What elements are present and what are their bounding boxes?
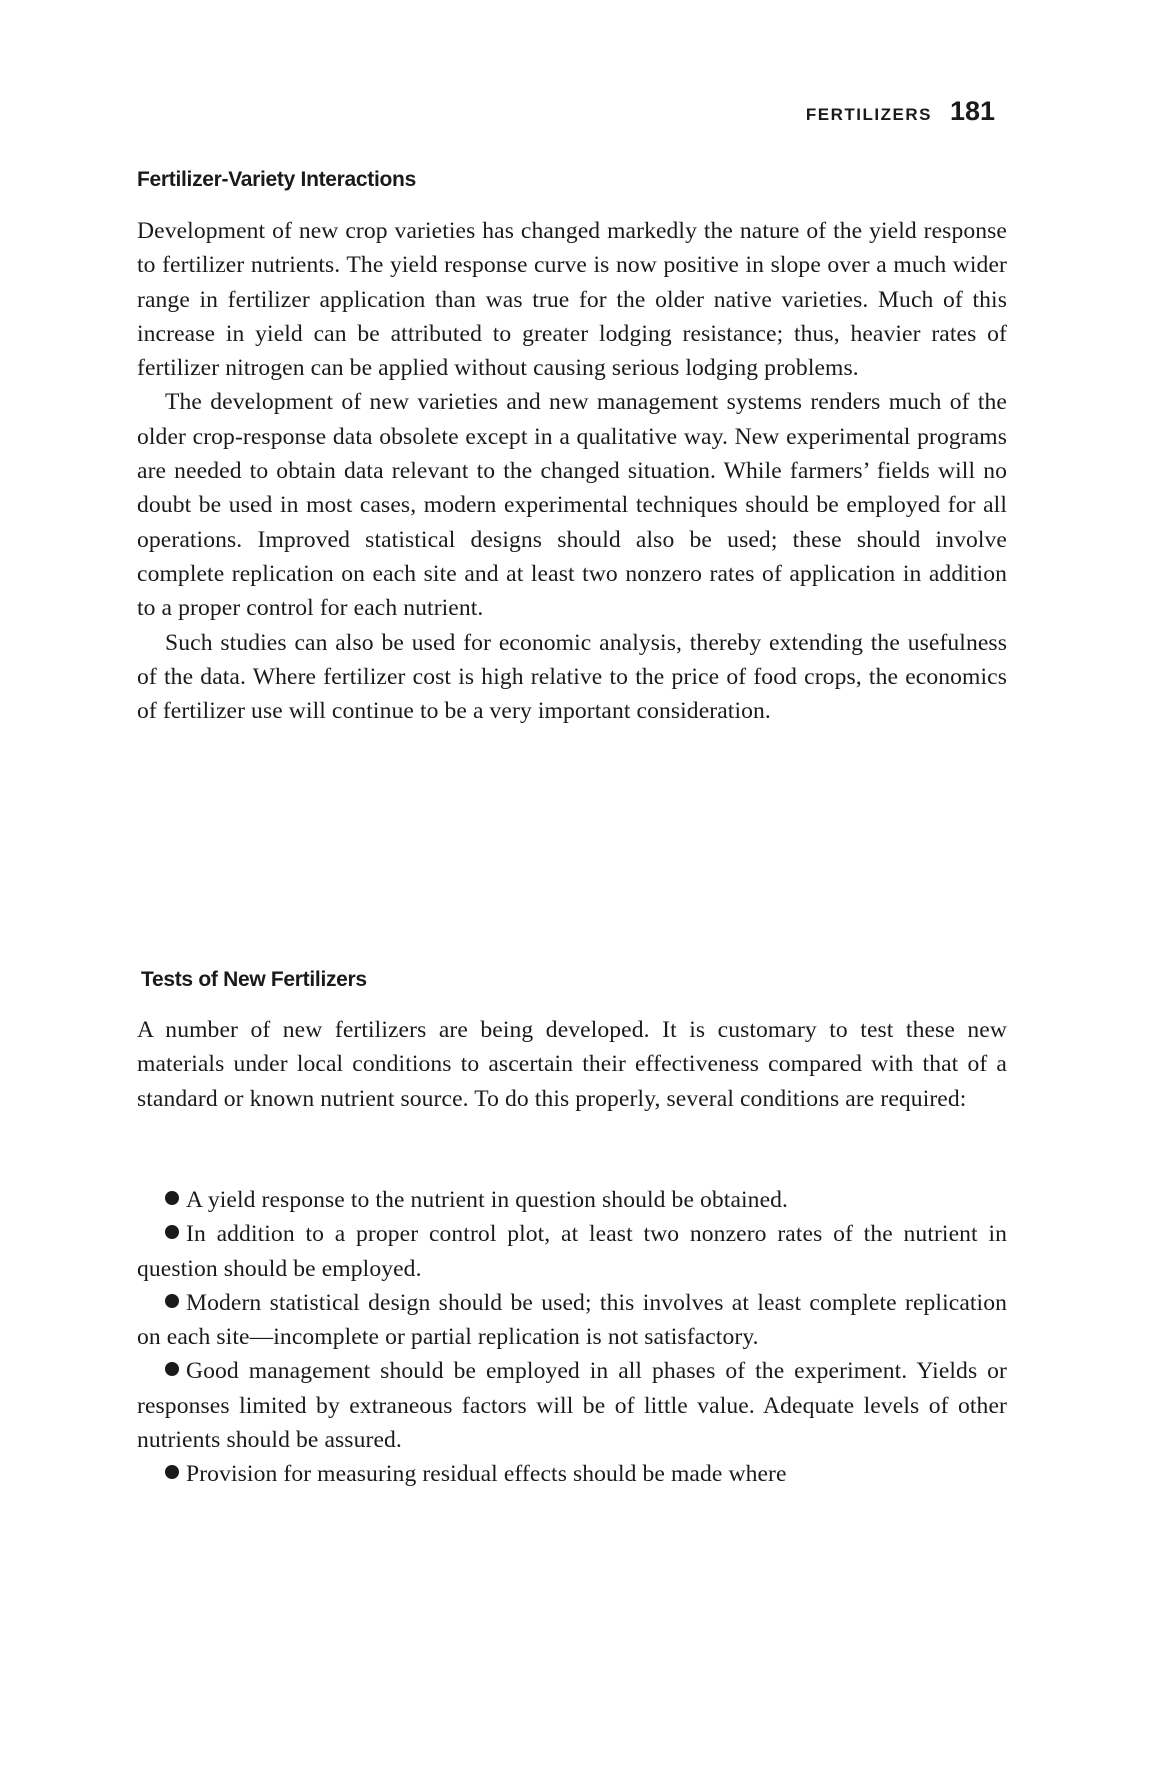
bullet-icon <box>165 1465 179 1479</box>
paragraph: Development of new crop varieties has changed markedly the nature of the yield response to fertilizer nutrients. The yield response curve is now positive in slope over a much wider range in fertilizer application than was true for the older native varieties. Much of this increase in yield can be attributed to greater lodging resistance; thus, heavier rates of fertilizer nitrogen can be applied without causing serious lodging problems. <box>137 218 1007 382</box>
list-item-text: Modern statistical design should be used; this involves at least complete replication on each site—incomplete or partial replication is not satisfactory. <box>137 1289 1007 1351</box>
section-heading-fertilizer-variety: Fertilizer-Variety Interactions <box>137 168 416 191</box>
paragraph: A number of new fertilizers are being developed. It is customary to test these new materials under local conditions to ascertain their effectiveness compared with that of a standard or known nutrient source. To do this properly, several conditions are required: <box>137 1017 1007 1112</box>
conditions-list <box>137 1183 1007 1492</box>
running-head <box>806 96 995 127</box>
running-title: FERTILIZERS <box>805 105 932 124</box>
list-item-text: A yield response to the nutrient in question should be obtained. <box>186 1187 789 1213</box>
bullet-icon <box>165 1191 179 1205</box>
bullet-icon <box>165 1362 179 1376</box>
paragraph: Such studies can also be used for economic analysis, thereby extending the usefulness of the data. Where fertilizer cost is high relative to the price of food crops, the economics of fertilizer use will continue to be a very important consideration. <box>137 629 1007 725</box>
section-body-fertilizer-variety <box>137 214 1007 728</box>
list-item <box>137 1354 1007 1457</box>
list-item <box>137 1286 1007 1355</box>
list-item <box>137 1183 1007 1217</box>
section-heading-tests-new-fertilizers: Tests of New Fertilizers <box>141 968 367 991</box>
list-item <box>137 1217 1007 1286</box>
bullet-icon <box>165 1225 179 1239</box>
list-item <box>137 1457 1007 1491</box>
list-item-text: Good management should be employed in all phases of the experiment. Yields or responses limited by extraneous factors will be of little value. Adequate levels of other nutrients should be assured. <box>137 1358 1007 1454</box>
list-item-text: In addition to a proper control plot, at least two nonzero rates of the nutrient in question should be employed. <box>137 1221 1007 1282</box>
paragraph: The development of new varieties and new management systems renders much of the older crop-response data obsolete except in a qualitative way. New experimental programs are needed to obtain data relevant to the changed situation. While farmers’ fields will no doubt be used in most cases, modern experimental techniques should be employed for all operations. Improved statistical designs should also be used; these should involve complete replication on each site and at least two nonzero rates of application in addition to a proper control for each nutrient. <box>137 389 1007 622</box>
list-item-text: Provision for measuring residual effects should be made where <box>186 1461 787 1488</box>
section-body-tests-new-fertilizers <box>137 1013 1007 1116</box>
bullet-icon <box>165 1294 179 1308</box>
page-number: 181 <box>949 96 995 126</box>
